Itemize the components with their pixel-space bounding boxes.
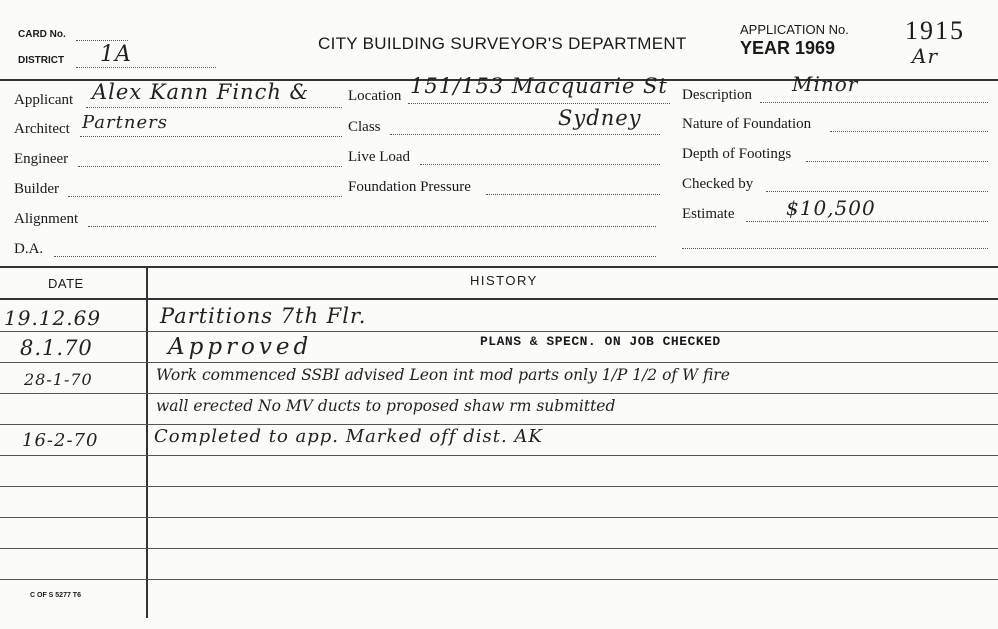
ruled-line xyxy=(0,455,998,456)
builder-line xyxy=(68,196,342,197)
class-value: Sydney xyxy=(558,106,642,130)
history-entry: Approved xyxy=(168,334,313,360)
form-code: C OF S 5277 T6 xyxy=(30,592,81,599)
history-entry: wall erected No MV ducts to proposed shaw rm submitted xyxy=(156,397,616,415)
history-date: 16-2-70 xyxy=(22,430,99,451)
checked-by-line xyxy=(766,191,988,192)
description-value: Minor xyxy=(792,72,859,96)
history-date: 28-1-70 xyxy=(24,370,93,389)
estimate-line xyxy=(746,221,988,222)
district-value: 1A xyxy=(100,42,132,67)
location-label: Location xyxy=(348,88,402,104)
applicant-line xyxy=(86,107,342,108)
ruled-line xyxy=(0,486,998,487)
nature-of-foundation-line xyxy=(830,131,988,132)
history-entry: Work commenced SSBI advised Leon int mod parts only 1/P 1/2 of W fire xyxy=(156,366,730,384)
district-label: DISTRICT xyxy=(18,55,65,66)
estimate-value: $10,500 xyxy=(786,196,876,220)
nature-of-foundation-label: Nature of Foundation xyxy=(682,116,812,132)
foundation-pressure-line xyxy=(486,194,660,195)
location-line xyxy=(408,103,670,104)
card-no-label: CARD No. xyxy=(18,29,66,40)
application-initials: Ar xyxy=(912,44,939,68)
location-value: 151/153 Macquarie St xyxy=(410,74,668,98)
ruled-line xyxy=(0,424,998,425)
architect-label: Architect xyxy=(14,121,70,137)
table-top-rule xyxy=(0,266,998,268)
applicant-value: Alex Kann Finch & xyxy=(92,80,310,104)
ruled-line xyxy=(0,331,998,332)
da-label: D.A. xyxy=(14,241,44,257)
ruled-line xyxy=(0,393,998,394)
ruled-line xyxy=(0,548,998,549)
estimate-label: Estimate xyxy=(682,206,735,222)
department-title: CITY BUILDING SURVEYOR'S DEPARTMENT xyxy=(318,34,687,53)
engineer-line xyxy=(78,166,342,167)
ruled-line xyxy=(0,517,998,518)
applicant-label: Applicant xyxy=(14,92,74,108)
history-entry: Partitions 7th Flr. xyxy=(160,304,367,328)
history-date: 19.12.69 xyxy=(4,306,102,330)
depth-of-footings-line xyxy=(806,161,988,162)
history-column-header: HISTORY xyxy=(470,273,538,288)
builder-label: Builder xyxy=(14,181,59,197)
architect-line xyxy=(80,136,342,137)
checked-by-label: Checked by xyxy=(682,176,754,192)
architect-value: Partners xyxy=(82,112,168,133)
alignment-label: Alignment xyxy=(14,211,79,227)
description-label: Description xyxy=(682,87,752,103)
da-line xyxy=(54,256,656,257)
district-line xyxy=(76,67,216,68)
live-load-label: Live Load xyxy=(348,149,411,165)
description-line xyxy=(760,102,988,103)
engineer-label: Engineer xyxy=(14,151,69,167)
date-column-header: DATE xyxy=(48,276,84,291)
depth-of-footings-label: Depth of Footings xyxy=(682,146,792,162)
checked-stamp: PLANS & SPECN. ON JOB CHECKED xyxy=(480,334,721,349)
card-no-line xyxy=(76,40,128,41)
application-no-label: APPLICATION No. xyxy=(740,22,849,37)
table-header-rule xyxy=(0,298,998,300)
class-line xyxy=(390,134,660,135)
application-no-value: 1915 xyxy=(905,16,965,45)
year-label: YEAR 1969 xyxy=(740,38,836,58)
history-entry: Completed to app. Marked off dist. AK xyxy=(154,426,543,447)
foundation-pressure-label: Foundation Pressure xyxy=(348,179,471,195)
ruled-line xyxy=(0,579,998,580)
live-load-line xyxy=(420,164,660,165)
history-date: 8.1.70 xyxy=(20,336,93,360)
ruled-line xyxy=(0,362,998,363)
class-label: Class xyxy=(348,119,381,135)
blank-line-right xyxy=(682,248,988,249)
alignment-line xyxy=(88,226,656,227)
date-history-divider xyxy=(146,266,148,618)
